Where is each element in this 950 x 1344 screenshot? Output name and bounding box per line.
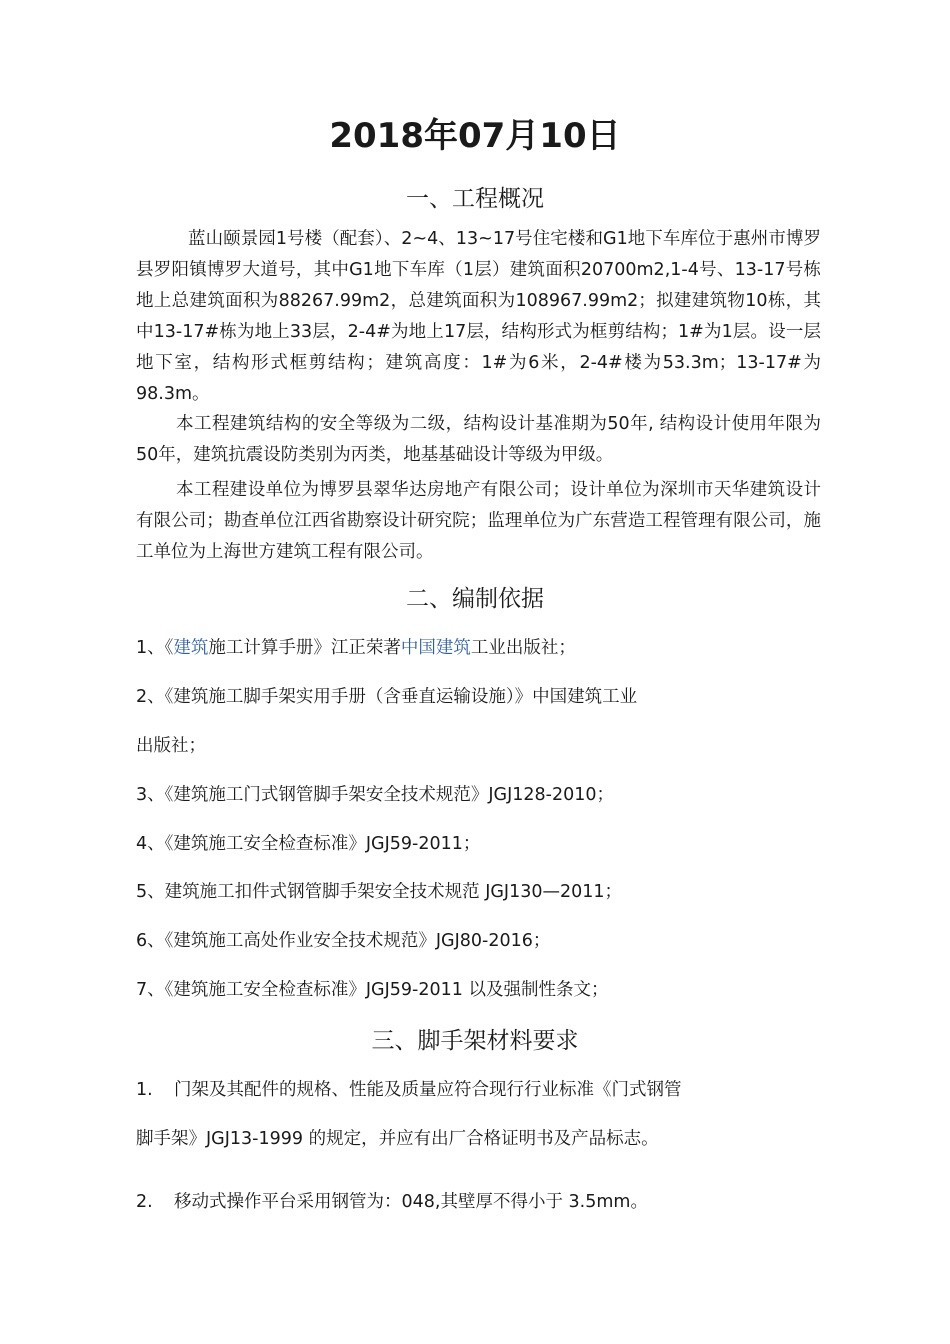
materials-item-2 [136, 1190, 836, 1214]
basis-item-2-continued: 出版社； [136, 736, 206, 756]
basis-item-3: 3、《建筑施工门式钢管脚手架安全技术规范》JGJ128-2010； [136, 785, 615, 805]
basis-item-6: 6、《建筑施工高处作业安全技术规范》JGJ80-2016； [136, 931, 551, 951]
basis-item-5: 5、建筑施工扣件式钢管脚手架安全技术规范 JGJ130—2011； [136, 882, 623, 902]
basis-item-1-link-jianzhu[interactable]: 建筑 [173, 638, 209, 658]
basis-item-1-mid: 施工计算手册》江正荣著 [208, 638, 401, 658]
materials-item-2-number: 2. [136, 1192, 153, 1212]
materials-item-1 [136, 1078, 836, 1102]
basis-item-1-pre: 1、《 [136, 638, 174, 658]
basis-item-7: 7、《建筑施工安全检查标准》JGJ59-2011 以及强制性条文； [136, 980, 609, 1000]
basis-item-1-link-zhongguojianzhu[interactable]: 中国建筑 [400, 638, 471, 658]
materials-item-1-number: 1. [136, 1080, 153, 1100]
overview-paragraph-1: 蓝山颐景园1号楼（配套）、2~4、13~17号住宅楼和G1地下车库位于惠州市博罗县罗阳镇博罗大道号，其中G1地下车库（1层）建筑面积20700m2,1-4号、13-17号栋地上总建筑面积为88267.99m2，总建筑面积为108967.99m2；拟建建筑物10栋，其中13-17#栋为地上33层，2-4#为地上17层，结构形式为框剪结构；1#为1层。设一层地下室，结构形式框剪结构；建筑高度：1#为6米，2-4#楼为53.3m；13-17#为98.3m。 [136, 229, 821, 404]
basis-item-1 [136, 636, 836, 660]
overview-paragraph-3: 本工程建设单位为博罗县翠华达房地产有限公司；设计单位为深圳市天华建筑设计有限公司；勘查单位江西省勘察设计研究院；监理单位为广东营造工程管理有限公司，施工单位为上海世方建筑工程有限公司。 [136, 480, 821, 562]
materials-item-2-text: 移动式操作平台采用钢管为：048,其壁厚不得小于 3.5mm。 [174, 1192, 648, 1212]
basis-item-2: 2、《建筑施工脚手架实用手册（含垂直运输设施）》中国建筑工业 [136, 687, 638, 707]
basis-item-1-post: 工业出版社； [470, 638, 576, 658]
section-heading-basis: 二、编制依据 [406, 586, 544, 612]
section-heading-materials: 三、脚手架材料要求 [371, 1028, 579, 1054]
section-heading-overview: 一、工程概况 [406, 186, 544, 212]
materials-item-1-continued: 脚手架》JGJ13-1999 的规定，并应有出厂合格证明书及产品标志。 [136, 1129, 659, 1149]
overview-paragraph-2: 本工程建筑结构的安全等级为二级，结构设计基准期为50年, 结构设计使用年限为50年，建筑抗震设防类别为丙类，地基基础设计等级为甲级。 [136, 414, 821, 465]
basis-item-4: 4、《建筑施工安全检查标准》JGJ59-2011； [136, 834, 481, 854]
materials-item-1-text: 门架及其配件的规格、性能及质量应符合现行行业标准《门式钢管 [174, 1080, 682, 1100]
document-date: 2018年07月10日 [329, 116, 621, 156]
